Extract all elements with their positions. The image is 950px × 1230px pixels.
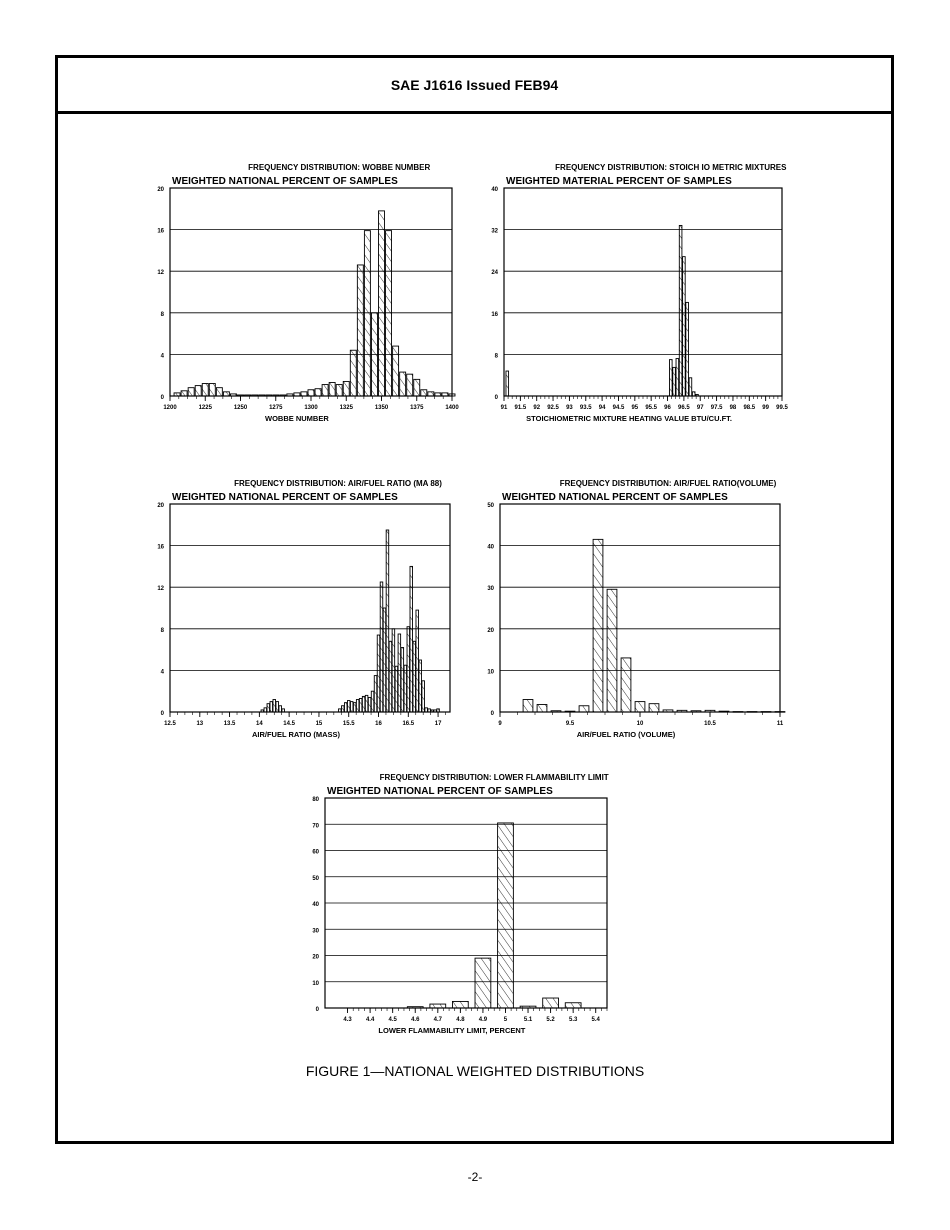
bar: [407, 627, 410, 712]
x-tick-label: 99.5: [776, 405, 788, 411]
y-tick-label: 12: [157, 270, 164, 277]
x-tick-label: 5.2: [546, 1017, 555, 1023]
bar: [195, 386, 201, 396]
y-tick-label: 10: [487, 669, 494, 676]
bar: [383, 608, 386, 712]
bar: [279, 706, 282, 712]
bar: [416, 610, 419, 712]
bar: [344, 703, 347, 712]
y-tick-label: 16: [157, 228, 164, 235]
bar: [437, 709, 440, 712]
bar: [442, 393, 448, 396]
bar: [261, 710, 264, 712]
chart-subtitle: WEIGHTED NATIONAL PERCENT OF SAMPLES: [502, 492, 728, 503]
y-tick-label: 60: [312, 849, 319, 856]
bar: [270, 702, 273, 712]
bar: [202, 384, 208, 396]
bar: [393, 346, 399, 396]
bar: [747, 712, 757, 713]
bar: [663, 710, 673, 712]
bar: [245, 395, 251, 396]
x-tick-label: 95: [631, 405, 639, 411]
x-tick-label: 1300: [304, 405, 318, 411]
chart-title: FREQUENCY DISTRIBUTION: AIR/FUEL RATIO(VOLUME): [559, 479, 777, 488]
bar: [520, 1006, 536, 1008]
bar: [347, 701, 350, 712]
bar: [282, 709, 285, 712]
y-tick-label: 16: [157, 544, 164, 551]
y-tick-label: 70: [312, 823, 319, 830]
bar: [523, 700, 533, 712]
bar: [414, 379, 420, 396]
x-tick-label: 95.5: [645, 405, 658, 411]
bar: [621, 658, 631, 712]
x-tick-label: 1200: [163, 405, 177, 411]
x-tick-label: 94: [598, 405, 606, 411]
bar: [308, 390, 314, 396]
bar: [686, 302, 689, 396]
bar: [380, 582, 383, 712]
x-tick-label: 1375: [410, 405, 424, 411]
chart-lower-flammability-limit: [305, 770, 625, 1035]
bar: [669, 360, 672, 396]
bar: [280, 395, 286, 396]
x-tick-label: 4.6: [411, 1017, 420, 1023]
bar: [252, 395, 258, 396]
x-tick-label: 96.5: [678, 405, 690, 411]
bar: [689, 378, 692, 396]
bar: [230, 394, 236, 396]
bar: [364, 231, 370, 396]
x-tick-label: 5.3: [568, 1017, 578, 1023]
bar: [357, 265, 363, 396]
chart-wobbe-number: [150, 158, 460, 428]
chart-title: FREQUENCY DISTRIBUTION: LOWER FLAMMABILITY LIMIT: [379, 773, 609, 782]
bar: [287, 394, 293, 396]
x-tick-label: 97.5: [710, 405, 723, 411]
y-tick-label: 32: [491, 228, 498, 235]
bar: [276, 702, 279, 712]
y-tick-label: 0: [315, 1007, 319, 1013]
x-tick-label: 9.5: [565, 721, 575, 727]
bar: [267, 704, 270, 712]
bar: [356, 700, 359, 712]
bar: [386, 530, 389, 712]
bar: [705, 710, 715, 712]
bar: [428, 392, 434, 396]
bar: [379, 211, 385, 396]
x-tick-label: 1400: [445, 405, 459, 411]
bar: [407, 374, 413, 396]
y-tick-label: 12: [157, 586, 164, 593]
bar: [273, 700, 276, 712]
bar: [419, 660, 422, 712]
page-number: -2-: [467, 1170, 483, 1184]
bar: [259, 395, 265, 396]
bar: [719, 711, 729, 712]
x-tick-label: 1325: [339, 405, 353, 411]
y-tick-label: 4: [160, 353, 164, 360]
y-tick-label: 8: [160, 627, 164, 634]
x-axis-label: AIR/FUEL RATIO (VOLUME): [576, 730, 676, 739]
x-tick-label: 5: [503, 1017, 508, 1023]
bar: [679, 225, 682, 396]
y-tick-label: 40: [491, 187, 498, 193]
bar: [551, 711, 561, 712]
y-tick-label: 20: [157, 187, 164, 193]
bar: [294, 393, 300, 396]
figure-caption: FIGURE 1—NATIONAL WEIGHTED DISTRIBUTIONS: [305, 1063, 645, 1079]
bar: [761, 712, 771, 713]
chart-subtitle: WEIGHTED MATERIAL PERCENT OF SAMPLES: [506, 176, 732, 187]
x-tick-label: 94.5: [612, 405, 625, 411]
bar: [336, 385, 342, 396]
bar: [342, 706, 345, 712]
y-tick-label: 4: [160, 669, 164, 676]
bar: [188, 388, 194, 396]
x-tick-label: 92: [533, 405, 541, 411]
x-tick-label: 16.5: [402, 721, 415, 727]
x-tick-label: 16: [375, 721, 382, 727]
chart-svg: [305, 770, 625, 1035]
bar: [264, 708, 267, 712]
x-tick-label: 17: [434, 721, 442, 727]
x-axis-label: LOWER FLAMMABILITY LIMIT, PERCENT: [378, 1026, 526, 1035]
bar: [209, 384, 215, 396]
plot-border: [504, 188, 782, 396]
bar: [543, 998, 559, 1008]
bar: [449, 394, 455, 396]
x-tick-label: 4.5: [388, 1017, 397, 1023]
bar: [676, 359, 679, 396]
x-tick-label: 4.9: [478, 1017, 488, 1023]
y-tick-label: 50: [312, 875, 319, 882]
x-tick-label: 13: [196, 721, 204, 727]
bar: [223, 392, 229, 396]
bar: [362, 696, 365, 712]
x-tick-label: 15.5: [342, 721, 355, 727]
bar: [635, 702, 645, 712]
chart-subtitle: WEIGHTED NATIONAL PERCENT OF SAMPLES: [327, 786, 553, 797]
bar: [430, 1004, 446, 1008]
x-tick-label: 13.5: [223, 721, 236, 727]
x-tick-label: 4.8: [456, 1017, 465, 1023]
y-tick-label: 8: [494, 353, 498, 360]
x-tick-label: 1225: [198, 405, 212, 411]
bar: [181, 391, 187, 396]
bar: [691, 711, 701, 712]
bar: [389, 641, 392, 712]
bar: [353, 703, 356, 712]
x-tick-label: 93: [566, 405, 573, 411]
bar: [498, 823, 514, 1008]
bar: [696, 394, 699, 396]
y-tick-label: 8: [160, 311, 164, 318]
bar: [422, 681, 425, 712]
bar: [377, 635, 380, 712]
bar: [434, 710, 437, 712]
bar: [350, 702, 353, 712]
y-tick-label: 20: [487, 627, 494, 634]
bar: [315, 389, 321, 396]
x-tick-label: 9: [498, 721, 502, 727]
y-tick-label: 20: [312, 954, 319, 961]
y-tick-label: 0: [160, 395, 164, 401]
x-tick-label: 10.5: [704, 721, 716, 727]
bar: [322, 385, 328, 396]
bar: [607, 589, 617, 712]
bar: [428, 709, 431, 712]
x-tick-label: 93.5: [579, 405, 592, 411]
chart-title: FREQUENCY DISTRIBUTION: STOICH IO METRIC MIXTURES: [555, 163, 787, 172]
x-tick-label: 4.7: [433, 1017, 442, 1023]
bar: [350, 350, 356, 396]
bar: [395, 666, 398, 712]
bar: [431, 710, 434, 712]
bar: [371, 691, 374, 712]
bar: [401, 648, 404, 712]
chart-svg: [150, 158, 460, 428]
y-tick-label: 0: [160, 711, 164, 717]
x-tick-label: 10: [636, 721, 644, 727]
bar: [579, 706, 589, 712]
bar: [475, 958, 491, 1008]
x-tick-label: 14.5: [283, 721, 295, 727]
bar: [407, 1007, 423, 1008]
x-tick-label: 92.5: [547, 405, 559, 411]
x-tick-label: 91.5: [514, 405, 527, 411]
x-tick-label: 5.1: [523, 1017, 533, 1023]
y-tick-label: 40: [487, 544, 494, 551]
x-tick-label: 98: [729, 405, 737, 411]
bar: [392, 629, 395, 712]
chart-subtitle: WEIGHTED NATIONAL PERCENT OF SAMPLES: [172, 176, 398, 187]
bar: [421, 390, 427, 396]
chart-subtitle: WEIGHTED NATIONAL PERCENT OF SAMPLES: [172, 492, 398, 503]
x-tick-label: 14: [256, 721, 263, 727]
x-tick-label: 1250: [233, 405, 248, 411]
chart-air-fuel-ratio-mass: [150, 476, 460, 746]
y-tick-label: 24: [491, 270, 498, 277]
chart-air-fuel-ratio-volume: [480, 476, 800, 746]
bar: [673, 367, 676, 396]
chart-svg: [480, 160, 800, 430]
x-axis-label: WOBBE NUMBER: [265, 414, 329, 423]
chart-title: FREQUENCY DISTRIBUTION: WOBBE NUMBER: [248, 163, 431, 172]
bar: [266, 395, 272, 396]
chart-stoichiometric-mixtures: [480, 160, 800, 430]
x-tick-label: 97: [696, 405, 704, 411]
bar: [565, 1003, 581, 1008]
x-tick-label: 1275: [269, 405, 283, 411]
x-tick-label: 4.3: [343, 1017, 352, 1023]
chart-svg: [150, 476, 460, 746]
x-tick-label: 11: [776, 721, 784, 727]
y-tick-label: 80: [312, 797, 319, 803]
plot-border: [500, 504, 780, 712]
x-tick-label: 15: [315, 721, 323, 727]
x-tick-label: 91: [500, 405, 508, 411]
bar: [775, 712, 785, 713]
bar: [413, 641, 416, 712]
y-tick-label: 50: [487, 503, 494, 509]
bar: [398, 634, 401, 712]
bar: [174, 393, 180, 396]
bar: [692, 392, 695, 396]
bar: [343, 381, 349, 396]
y-tick-label: 16: [491, 311, 498, 318]
y-tick-label: 30: [312, 928, 319, 935]
header-title: SAE J1616 Issued FEB94: [390, 76, 559, 93]
bar: [374, 676, 377, 712]
chart-title: FREQUENCY DISTRIBUTION: AIR/FUEL RATIO (MA 88): [234, 479, 442, 488]
bar: [400, 372, 406, 396]
plot-border: [170, 188, 452, 396]
page-header: [58, 58, 891, 114]
bar: [649, 704, 659, 712]
x-tick-label: 1350: [374, 405, 389, 411]
chart-svg: [480, 476, 800, 746]
bar: [452, 1001, 468, 1008]
x-tick-label: 96: [664, 405, 671, 411]
bar: [273, 395, 279, 396]
bar: [359, 698, 362, 712]
bar: [386, 231, 392, 396]
bar: [329, 382, 335, 396]
bar: [537, 705, 547, 712]
bar: [435, 393, 441, 396]
x-tick-label: 98.5: [743, 405, 756, 411]
x-tick-label: 4.4: [365, 1017, 375, 1023]
bar: [301, 392, 307, 396]
y-tick-label: 20: [157, 503, 164, 509]
y-tick-label: 0: [494, 395, 498, 401]
x-tick-label: 5.4: [591, 1017, 600, 1023]
y-tick-label: 10: [312, 980, 319, 987]
bar: [365, 695, 368, 712]
bar: [506, 371, 509, 396]
bar: [683, 257, 686, 396]
bar: [410, 566, 413, 712]
x-axis-label: STOICHIOMETRIC MIXTURE HEATING VALUE BTU/CU.FT.: [526, 414, 733, 423]
bar: [404, 665, 407, 712]
y-tick-label: 0: [490, 711, 494, 717]
bar: [339, 709, 342, 712]
y-tick-label: 40: [312, 902, 319, 908]
bar: [216, 388, 222, 396]
bar: [565, 711, 575, 712]
x-tick-label: 12.5: [164, 721, 176, 727]
bar: [677, 710, 687, 712]
bar: [238, 395, 244, 396]
y-tick-label: 30: [487, 586, 494, 593]
x-axis-label: AIR/FUEL RATIO (MASS): [251, 730, 341, 739]
bar: [733, 712, 743, 713]
bar: [425, 708, 428, 712]
x-tick-label: 99: [762, 405, 769, 411]
bar: [368, 697, 371, 712]
bar: [371, 313, 377, 396]
bar: [593, 539, 603, 712]
